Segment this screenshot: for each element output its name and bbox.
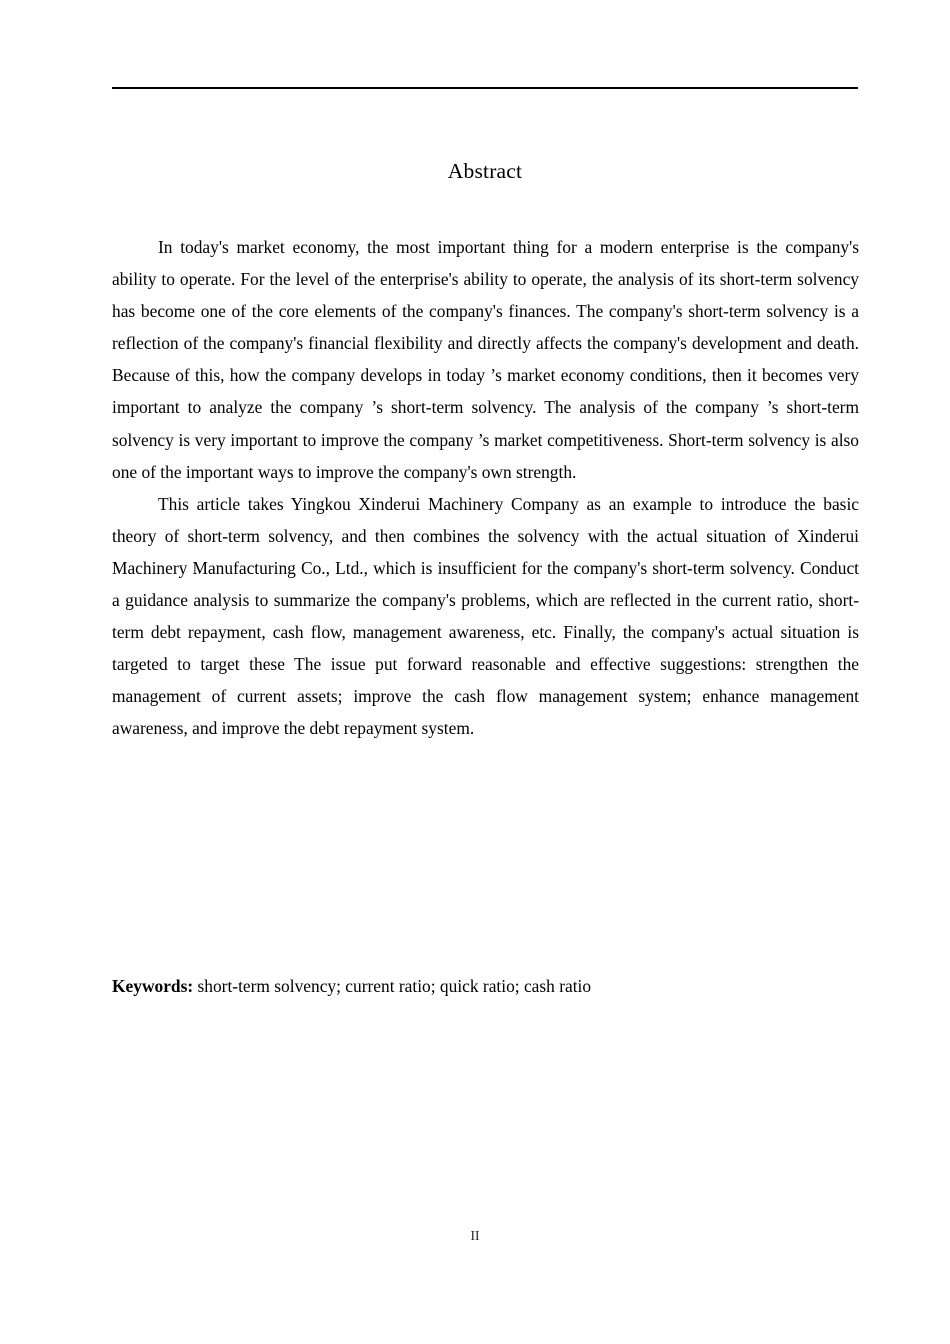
- header-horizontal-rule: [112, 87, 858, 89]
- keywords-value: short-term solvency; current ratio; quick ratio; cash ratio: [193, 976, 592, 996]
- page-title: Abstract: [447, 159, 523, 184]
- abstract-paragraph-2: This article takes Yingkou Xinderui Machinery Company as an example to introduce the basic theory of short-term solvency, and then combines the solvency with the actual situation of Xinderui Machinery Manufacturing Co., Ltd., which is insufficient for the company's short-term solvency. Conduct a guidance analysis to summarize the company's problems, which are reflected in the current ratio, short-term debt repayment, cash flow, management awareness, etc. Finally, the company's actual situation is targeted to target these The issue put forward reasonable and effective suggestions: strengthen the management of current assets; improve the cash flow management system; enhance management awareness, and improve the debt repayment system.: [112, 493, 859, 739]
- abstract-body: [112, 231, 859, 745]
- keywords-line: [112, 970, 859, 1002]
- page-number: II: [470, 1228, 480, 1243]
- keywords-label: Keywords:: [112, 976, 194, 996]
- abstract-paragraph-1: In today's market economy, the most important thing for a modern enterprise is the company's ability to operate. For the level of the enterprise's ability to operate, the analysis of its short-term solvency has become one of the core elements of the company's finances. The company's short-term solvency is a reflection of the company's financial flexibility and directly affects the company's development and death. Because of this, how the company develops in today ’s market economy conditions, then it becomes very important to analyze the company ’s short-term solvency. The analysis of the company ’s short-term solvency is very important to improve the company ’s market competitiveness. Short-term solvency is also one of the important ways to improve the company's own strength.: [112, 237, 859, 482]
